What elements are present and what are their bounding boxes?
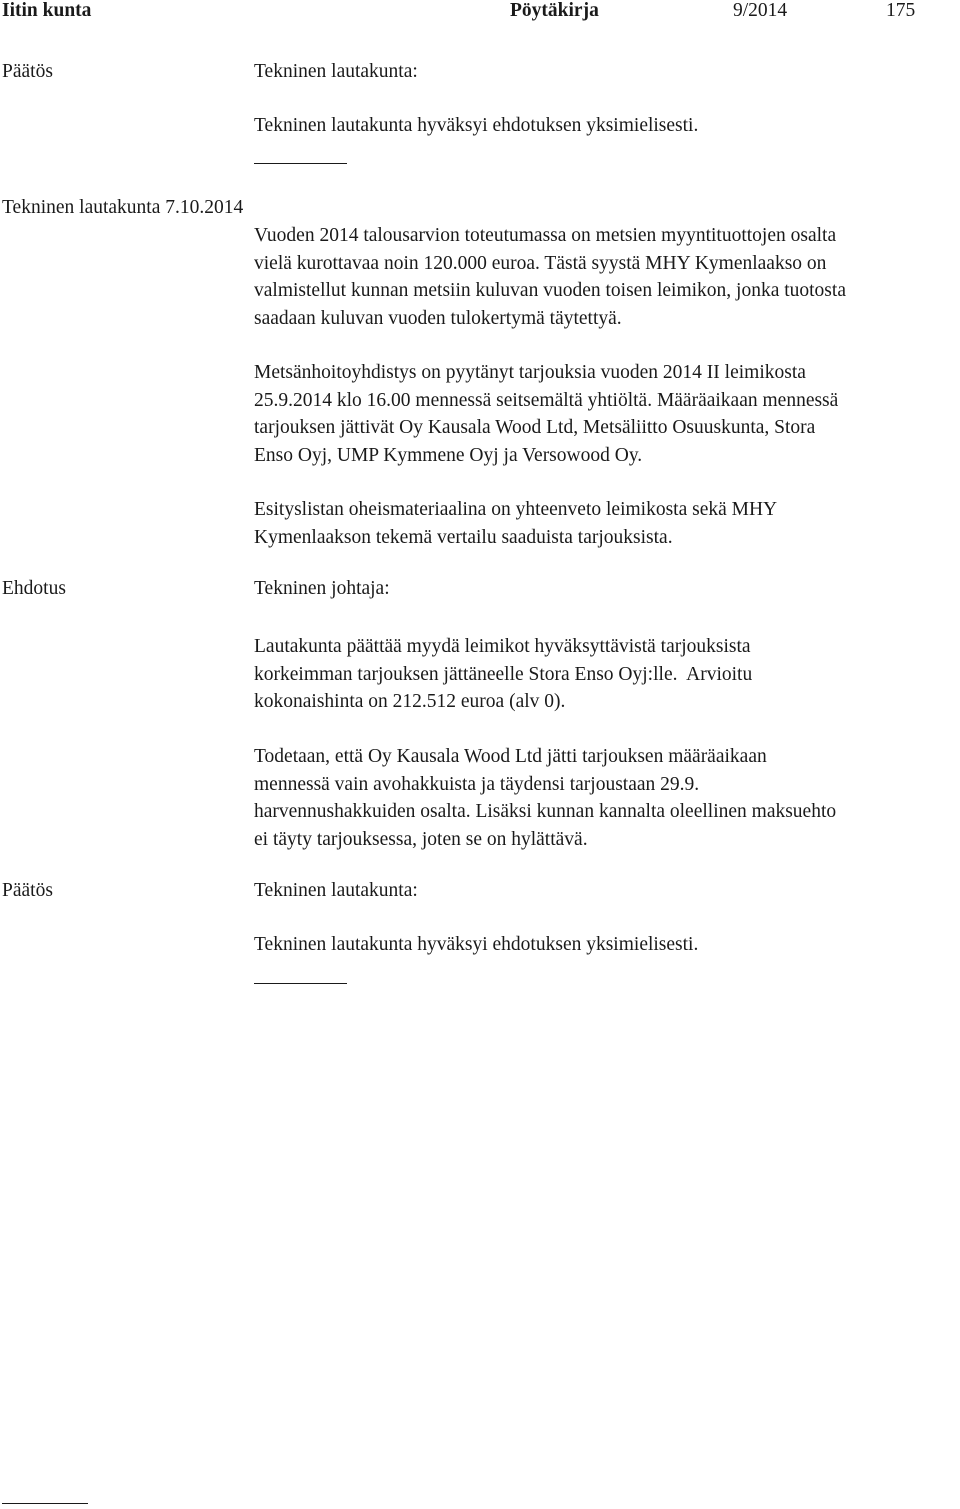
text-line: Metsänhoitoyhdistys on pyytänyt tarjouksia vuoden 2014 II leimikosta xyxy=(254,362,806,383)
text-line: Vuoden 2014 talousarvion toteutumassa on metsien myyntituottojen osalta xyxy=(254,225,837,246)
proposal-paragraph-2 xyxy=(254,743,836,853)
decision-text-2: Tekninen lautakunta hyväksyi ehdotuksen yksimielisesti. xyxy=(254,934,699,955)
text-line: Kymenlaakson tekemä vertailu saaduista tarjouksista. xyxy=(254,526,673,548)
decision-text: Tekninen lautakunta hyväksyi ehdotuksen yksimielisesti. xyxy=(254,115,699,136)
text-line: Todetaan, että Oy Kausala Wood Ltd jätti tarjouksen määräaikaan xyxy=(254,746,767,767)
text-line: Lautakunta päättää myydä leimikot hyväksyttävistä tarjouksista xyxy=(254,636,751,657)
text-line: korkeimman tarjouksen jättäneelle Stora Enso Oyj:lle. Arvioitu xyxy=(254,663,753,685)
text-line: valmistellut kunnan metsiin kuluvan vuoden toisen leimikon, jonka tuotosta xyxy=(254,280,846,301)
meeting-paragraph-1 xyxy=(254,222,846,332)
issue-number: 9/2014 xyxy=(733,0,788,21)
section-label-proposal: Ehdotus xyxy=(2,578,66,599)
text-line: kokonaishinta on 212.512 euroa (alv 0). xyxy=(254,691,566,712)
proposal-presenter: Tekninen johtaja: xyxy=(254,578,390,599)
decision-body-heading: Tekninen lautakunta: xyxy=(254,61,418,82)
text-line: 25.9.2014 klo 16.00 mennessä seitsemältä yhtiöltä. Määräaikaan mennessä xyxy=(254,389,839,411)
text-line: saadaan kuluvan vuoden tulokertymä täytettyä. xyxy=(254,307,622,329)
text-line: harvennushakkuiden osalta. Lisäksi kunnan kannalta oleellinen maksuehto xyxy=(254,801,837,822)
text-line: tarjouksen jättivät Oy Kausala Wood Ltd, Metsäliitto Osuuskunta, Stora xyxy=(254,417,816,438)
text-line: vielä kurottavaa noin 120.000 euroa. Tästä syystä MHY Kymenlaakso on xyxy=(254,252,827,274)
text-line: ei täyty tarjouksessa, joten se on hylättävä. xyxy=(254,828,588,850)
section-label-decision: Päätös xyxy=(2,61,53,82)
document-type: Pöytäkirja xyxy=(510,0,599,21)
footer-divider xyxy=(2,1503,88,1504)
section-label-decision-2: Päätös xyxy=(2,880,53,901)
text-line: Enso Oyj, UMP Kymmene Oyj ja Versowood Oy. xyxy=(254,444,643,466)
decision-body-heading-2: Tekninen lautakunta: xyxy=(254,880,418,901)
page-number: 175 xyxy=(886,0,916,21)
section-divider-2 xyxy=(254,983,347,984)
meeting-paragraph-2 xyxy=(254,359,838,469)
meeting-paragraph-3 xyxy=(254,496,777,551)
text-line: Esityslistan oheismateriaalina on yhteenveto leimikosta sekä MHY xyxy=(254,499,778,520)
proposal-paragraph-1 xyxy=(254,633,752,716)
meeting-heading: Tekninen lautakunta 7.10.2014 xyxy=(2,197,244,218)
text-line: mennessä vain avohakkuista ja täydensi tarjoustaan 29.9. xyxy=(254,773,700,795)
section-divider xyxy=(254,163,347,164)
municipality-name: Iitin kunta xyxy=(2,0,92,21)
